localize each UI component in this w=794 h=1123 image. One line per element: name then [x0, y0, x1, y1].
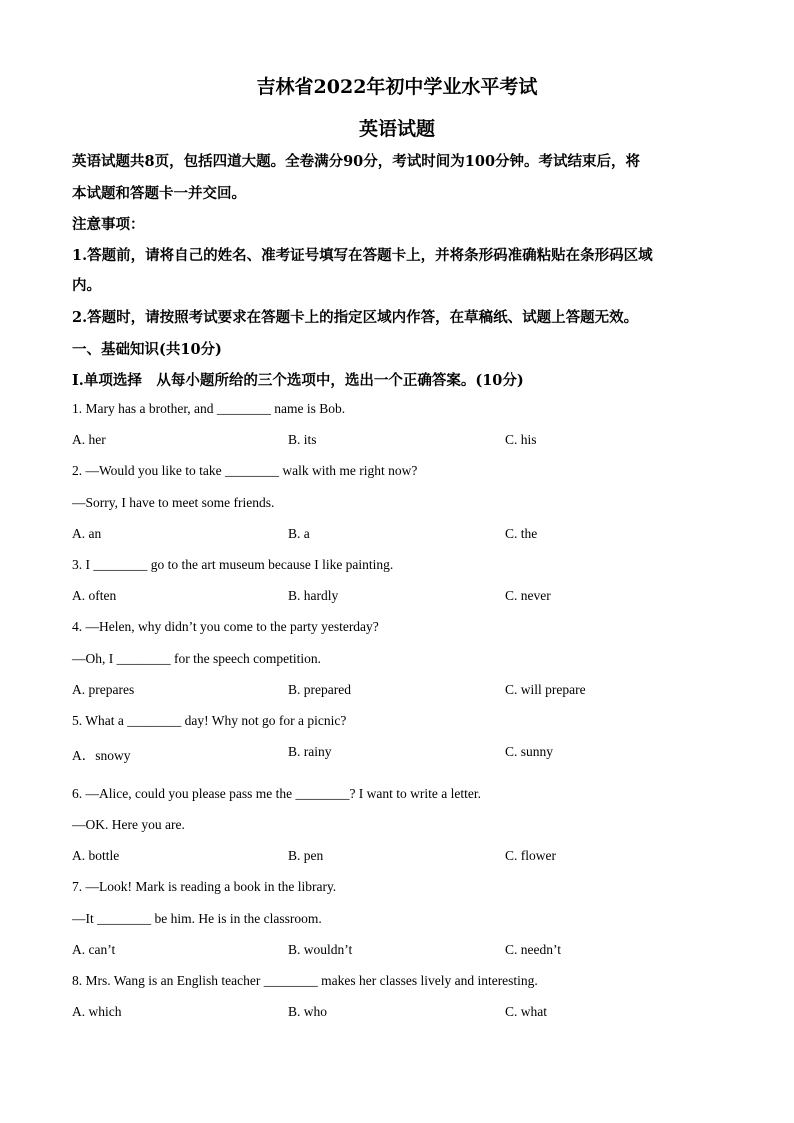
- question-3-option-a: A. often: [72, 588, 117, 603]
- exam-title: 吉林省2022年初中学业水平考试: [256, 76, 538, 98]
- intro-line-1: 英语试题共8页，包括四道大题。全卷满分90分，考试时间为100分钟。考试结束后，将: [72, 153, 641, 170]
- question-3-stem: 3. I ________ go to the art museum because I like painting.: [72, 557, 394, 572]
- section-heading: 一、基础知识(共10分): [72, 341, 222, 358]
- question-2-option-a: A. an: [72, 526, 102, 541]
- question-6-reply: —OK. Here you are.: [72, 817, 185, 832]
- question-6-option-c: C. flower: [505, 848, 556, 863]
- question-6-option-a: A. bottle: [72, 848, 120, 863]
- part-heading: I.单项选择 从每小题所给的三个选项中，选出一个正确答案。(10分): [72, 372, 524, 389]
- question-8-option-c: C. what: [505, 1004, 547, 1019]
- question-7-reply: —It ________ be him. He is in the classroom.: [72, 911, 322, 926]
- question-8-stem: 8. Mrs. Wang is an English teacher ________ makes her classes lively and interesting.: [72, 973, 538, 988]
- question-8-option-b: B. who: [288, 1004, 328, 1019]
- question-7-option-c: C. needn’t: [505, 942, 561, 957]
- question-2-stem: 2. —Would you like to take ________ walk with me right now?: [72, 463, 418, 478]
- question-4-option-a: A. prepares: [72, 682, 135, 697]
- question-2-reply: —Sorry, I have to meet some friends.: [72, 495, 275, 510]
- question-1-option-a: A. her: [72, 432, 106, 447]
- intro-line-2: 本试题和答题卡一并交回。: [72, 185, 246, 202]
- notes-item-1-line-1: 1.答题前，请将自己的姓名、准考证号填写在答题卡上，并将条形码准确粘贴在条形码区域: [72, 247, 653, 264]
- question-6-option-b: B. pen: [288, 848, 324, 863]
- notes-item-2: 2.答题时，请按照考试要求在答题卡上的指定区域内作答，在草稿纸、试题上答题无效。: [72, 309, 639, 326]
- question-7-stem: 7. —Look! Mark is reading a book in the library.: [72, 879, 337, 894]
- question-4-option-c: C. will prepare: [505, 682, 586, 697]
- question-8-option-a: A. which: [72, 1004, 122, 1019]
- question-3-option-b: B. hardly: [288, 588, 339, 603]
- notes-item-1-line-2: 内。: [72, 277, 101, 294]
- question-3-option-c: C. never: [505, 588, 551, 603]
- question-4-reply: —Oh, I ________ for the speech competition.: [72, 651, 321, 666]
- question-2-option-c: C. the: [505, 526, 538, 541]
- question-1-option-b: B. its: [288, 432, 317, 447]
- question-5-option-a: A．snowy: [72, 748, 131, 763]
- question-4-stem: 4. —Helen, why didn’t you come to the party yesterday?: [72, 619, 379, 634]
- question-4-option-b: B. prepared: [288, 682, 351, 697]
- exam-subtitle: 英语试题: [358, 118, 435, 140]
- question-1-option-c: C. his: [505, 432, 537, 447]
- question-7-option-a: A. can’t: [72, 942, 116, 957]
- question-2-option-b: B. a: [288, 526, 310, 541]
- question-1-stem: 1. Mary has a brother, and ________ name is Bob.: [72, 401, 346, 416]
- question-5-option-b: B. rainy: [288, 744, 332, 759]
- question-5-option-c: C. sunny: [505, 744, 554, 759]
- question-7-option-b: B. wouldn’t: [288, 942, 353, 957]
- question-5-stem: 5. What a ________ day! Why not go for a picnic?: [72, 713, 347, 728]
- notes-heading: 注意事项：: [72, 216, 145, 233]
- question-6-stem: 6. —Alice, could you please pass me the ________? I want to write a letter.: [72, 786, 482, 801]
